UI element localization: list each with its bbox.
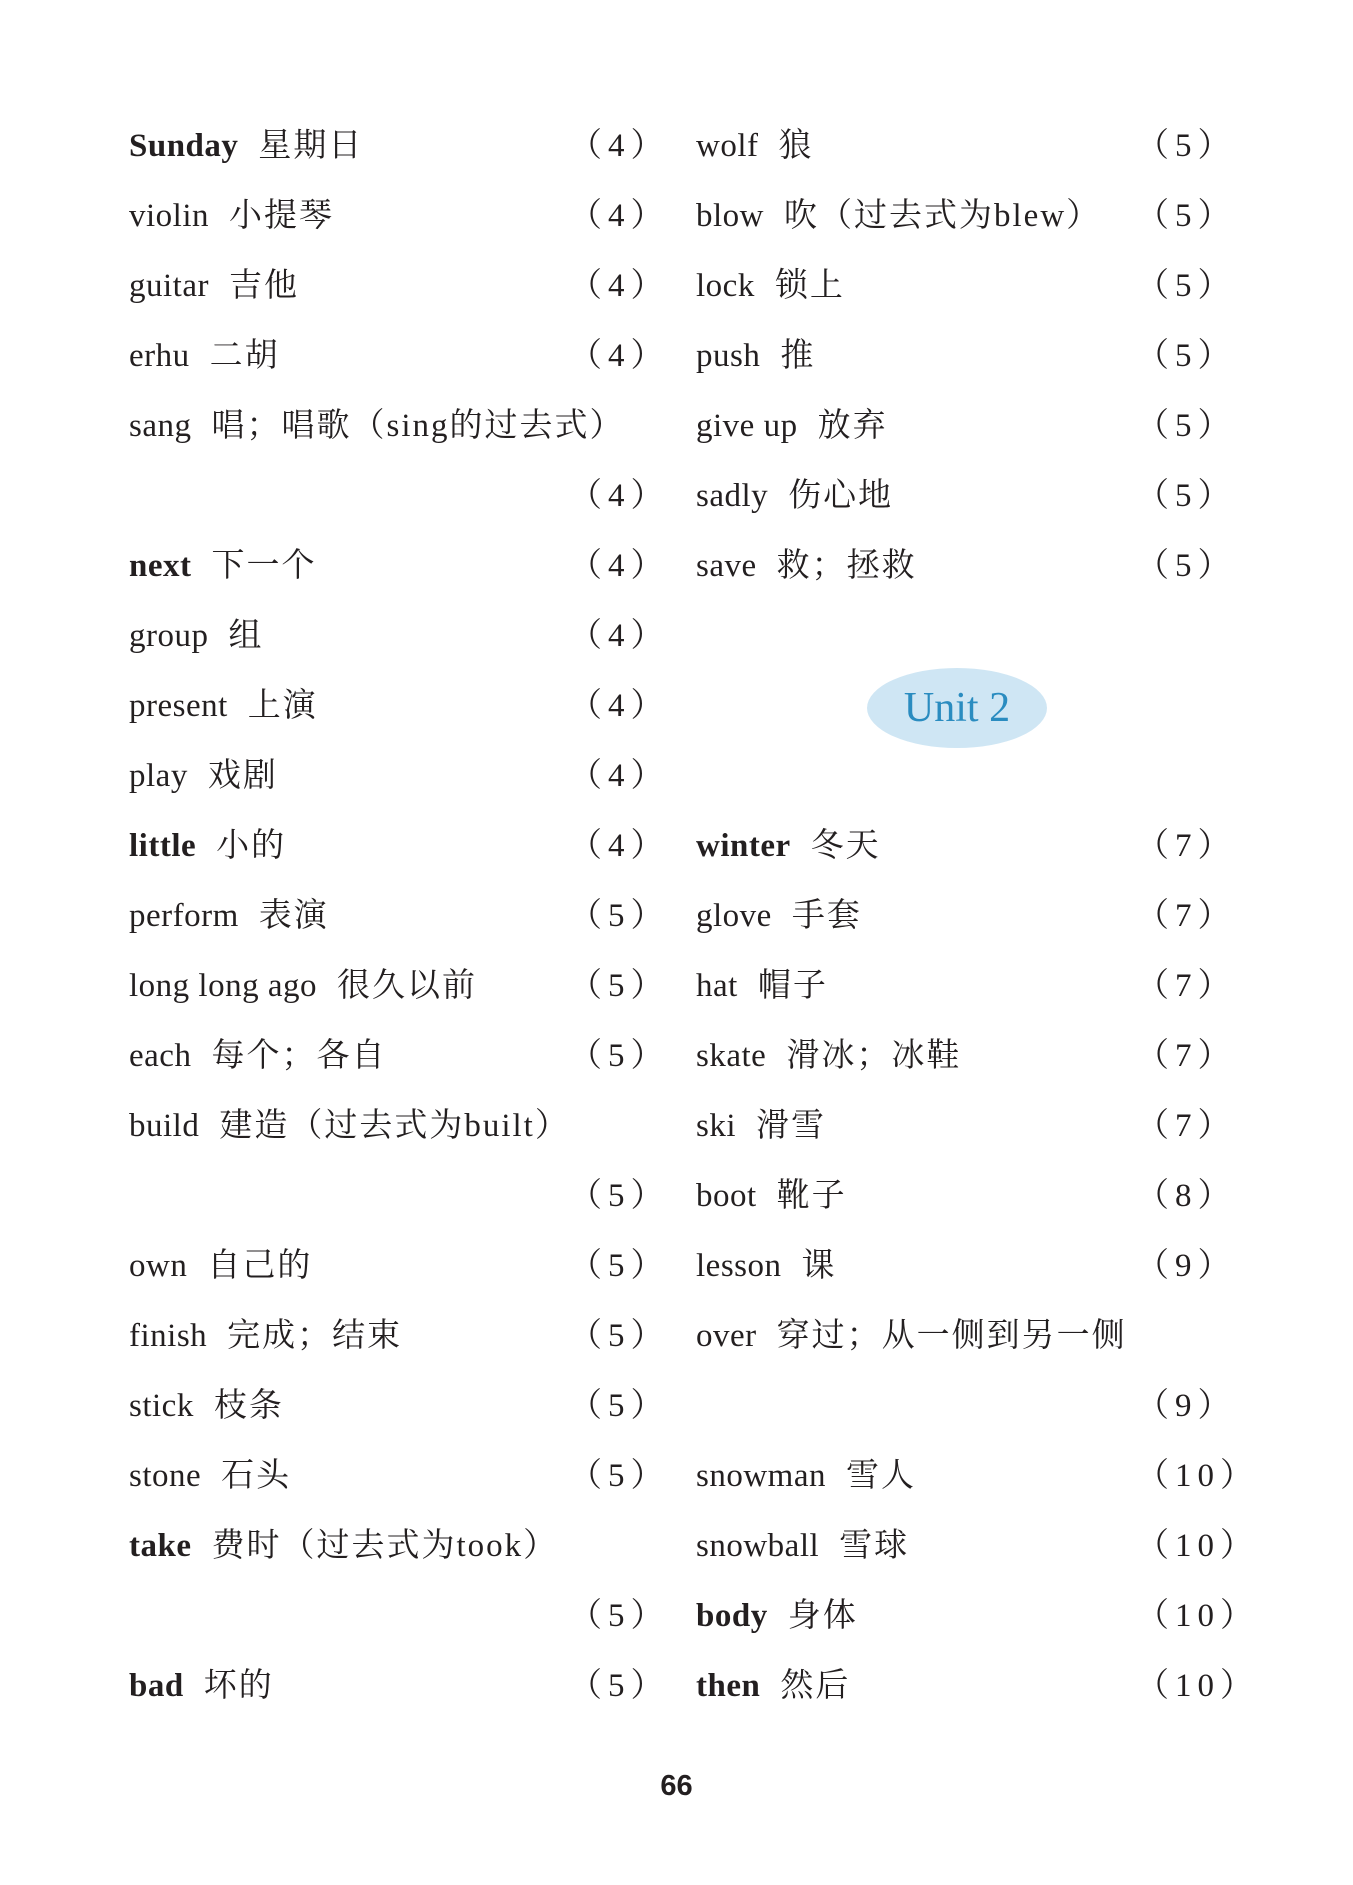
vocab-entry <box>696 181 1237 251</box>
entry-meaning: 星期日 <box>258 128 364 164</box>
vocab-entry <box>129 321 670 391</box>
vocab-entry <box>129 391 649 461</box>
entry-meaning: 自己的 <box>207 1248 313 1284</box>
vocab-entry <box>129 951 670 1021</box>
entry-meaning: 枝条 <box>213 1388 284 1424</box>
entry-page-ref: （5） <box>569 898 670 934</box>
vocab-entry <box>696 391 1237 461</box>
vocab-entry <box>696 1161 1237 1231</box>
entry-word: lesson <box>696 1248 782 1284</box>
entry-word: snowman <box>696 1458 826 1494</box>
entry-meaning: 建造（过去式为built） <box>219 1108 570 1144</box>
vocab-entry <box>696 951 1237 1021</box>
entry-word: sadly <box>696 478 769 514</box>
vocab-entry <box>696 1581 1259 1651</box>
entry-word: over <box>696 1318 757 1354</box>
entry-meaning: 伤心地 <box>788 478 894 514</box>
entry-meaning: 戏剧 <box>207 758 278 794</box>
entry-word: wolf <box>696 128 759 164</box>
vocab-entry <box>129 531 670 601</box>
entry-page-ref: （4） <box>569 688 670 724</box>
vocab-entry <box>129 1371 670 1441</box>
entry-word: ski <box>696 1108 737 1144</box>
vocab-entry <box>129 1301 670 1371</box>
entry-page-ref: （5） <box>569 1598 670 1634</box>
entry-page-ref: （7） <box>1136 968 1237 1004</box>
vocab-entry <box>696 531 1237 601</box>
entry-page-ref: （4） <box>569 268 670 304</box>
entry-page-ref: （5） <box>569 1668 670 1704</box>
entry-word: body <box>696 1598 768 1634</box>
vocab-entry <box>696 1651 1259 1721</box>
entry-meaning: 狼 <box>778 128 814 164</box>
entry-page-ref: （4） <box>569 828 670 864</box>
vocab-entry <box>129 111 670 181</box>
entry-meaning: 然后 <box>780 1668 851 1704</box>
entry-word: boot <box>696 1178 757 1214</box>
vocab-entry <box>129 1231 670 1301</box>
entry-word: next <box>129 548 192 584</box>
entry-word: erhu <box>129 338 190 374</box>
entry-page-ref: （5） <box>1136 408 1237 444</box>
page-number: 66 <box>660 1770 693 1802</box>
entry-page-ref: （5） <box>569 1458 670 1494</box>
entry-word: guitar <box>129 268 209 304</box>
entry-page-ref: （4） <box>569 198 670 234</box>
entry-page-ref: （5） <box>1136 128 1237 164</box>
entry-word: Sunday <box>129 128 239 164</box>
entry-page-ref: （4） <box>569 478 670 514</box>
vocab-entry <box>129 881 670 951</box>
unit-heading-badge: Unit 2 <box>867 668 1047 748</box>
entry-word: then <box>696 1668 761 1704</box>
entry-page-ref: （5） <box>1136 478 1237 514</box>
vocab-entry <box>696 251 1237 321</box>
vocab-entry <box>696 881 1237 951</box>
entry-page-ref: （4） <box>569 618 670 654</box>
entry-page-ref: （4） <box>569 128 670 164</box>
entry-word: perform <box>129 898 239 934</box>
entry-meaning: 滑雪 <box>756 1108 827 1144</box>
entry-page-ref: （4） <box>569 758 670 794</box>
vocab-entry <box>129 181 670 251</box>
entry-page-ref: （7） <box>1136 1038 1237 1074</box>
entry-page-ref: （5） <box>569 1388 670 1424</box>
entry-meaning: 上演 <box>247 688 318 724</box>
entry-meaning: 二胡 <box>209 338 280 374</box>
entry-meaning: 组 <box>228 618 264 654</box>
entry-word: play <box>129 758 188 794</box>
vocab-entry <box>696 811 1237 881</box>
entry-meaning: 锁上 <box>774 268 845 304</box>
vocab-entry <box>696 321 1237 391</box>
entry-word: bad <box>129 1668 184 1704</box>
vocab-entry <box>696 1091 1237 1161</box>
vocab-entry <box>129 601 670 671</box>
entry-word: sang <box>129 408 192 444</box>
entry-meaning: 坏的 <box>203 1668 274 1704</box>
vocab-entry <box>129 1651 670 1721</box>
entry-word: push <box>696 338 761 374</box>
vocab-entry <box>129 1511 649 1581</box>
entry-page-ref: （9） <box>1136 1388 1237 1424</box>
entry-page-ref: （4） <box>569 338 670 374</box>
entry-page-ref: （4） <box>569 548 670 584</box>
entry-word: violin <box>129 198 210 234</box>
entry-meaning: 救；拯救 <box>776 548 917 584</box>
entry-page-ref: （10） <box>1136 1668 1259 1704</box>
entry-word: little <box>129 828 197 864</box>
entry-word: give up <box>696 408 798 444</box>
vocab-entry <box>129 811 670 881</box>
entry-page-ref: （5） <box>1136 198 1237 234</box>
vocab-entry <box>129 1091 649 1161</box>
entry-word: stick <box>129 1388 194 1424</box>
vocab-entry <box>696 111 1237 181</box>
entry-meaning: 表演 <box>258 898 329 934</box>
vocab-entry <box>129 1021 670 1091</box>
entry-page-ref: （7） <box>1136 828 1237 864</box>
entry-meaning: 帽子 <box>757 968 828 1004</box>
entry-meaning: 完成；结束 <box>227 1318 403 1354</box>
entry-word: finish <box>129 1318 208 1354</box>
entry-meaning: 冬天 <box>810 828 881 864</box>
entry-word: skate <box>696 1038 767 1074</box>
vocab-entry <box>696 1371 1237 1441</box>
entry-meaning: 手套 <box>791 898 862 934</box>
entry-meaning: 放弃 <box>817 408 888 444</box>
entry-meaning: 下一个 <box>211 548 317 584</box>
entry-word: save <box>696 548 757 584</box>
entry-meaning: 唱；唱歌（sing的过去式） <box>211 408 625 444</box>
entry-page-ref: （9） <box>1136 1248 1237 1284</box>
entry-meaning: 课 <box>801 1248 837 1284</box>
vocab-entry <box>696 1511 1259 1581</box>
vocab-entry <box>129 1581 670 1651</box>
entry-word: stone <box>129 1458 202 1494</box>
entry-word: present <box>129 688 228 724</box>
vocab-entry <box>696 1021 1237 1091</box>
entry-page-ref: （5） <box>1136 268 1237 304</box>
entry-word: take <box>129 1528 192 1564</box>
entry-page-ref: （5） <box>1136 548 1237 584</box>
entry-word: snowball <box>696 1528 820 1564</box>
entry-word: hat <box>696 968 738 1004</box>
vocab-entry <box>696 1301 1216 1371</box>
entry-page-ref: （10） <box>1136 1598 1259 1634</box>
entry-meaning: 吉他 <box>228 268 299 304</box>
entry-page-ref: （5） <box>1136 338 1237 374</box>
entry-word: group <box>129 618 209 654</box>
entry-page-ref: （7） <box>1136 1108 1237 1144</box>
entry-word: lock <box>696 268 755 304</box>
entry-meaning: 穿过；从一侧到另一侧 <box>776 1318 1127 1354</box>
vocab-entry <box>129 251 670 321</box>
entry-meaning: 吹（过去式为blew） <box>784 198 1102 234</box>
entry-word: each <box>129 1038 192 1074</box>
entry-page-ref: （10） <box>1136 1458 1259 1494</box>
vocab-entry <box>129 1441 670 1511</box>
entry-meaning: 雪人 <box>846 1458 916 1494</box>
vocab-entry <box>696 1441 1259 1511</box>
entry-meaning: 小提琴 <box>229 198 335 234</box>
entry-meaning: 靴子 <box>776 1178 847 1214</box>
entry-word: own <box>129 1248 188 1284</box>
entry-meaning: 每个；各自 <box>211 1038 387 1074</box>
entry-page-ref: （5） <box>569 1178 670 1214</box>
entry-meaning: 很久以前 <box>336 968 477 1004</box>
entry-page-ref: （5） <box>569 1038 670 1074</box>
entry-meaning: 石头 <box>221 1458 292 1494</box>
entry-page-ref: （7） <box>1136 898 1237 934</box>
entry-page-ref: （10） <box>1136 1528 1259 1564</box>
vocab-entry <box>129 671 670 741</box>
vocab-entry <box>696 461 1237 531</box>
entry-word: blow <box>696 198 764 234</box>
entry-meaning: 滑冰；冰鞋 <box>786 1038 962 1074</box>
vocab-entry <box>129 741 670 811</box>
vocab-entry <box>129 461 670 531</box>
entry-word: long long ago <box>129 968 317 1004</box>
entry-page-ref: （8） <box>1136 1178 1237 1214</box>
entry-page-ref: （5） <box>569 1318 670 1354</box>
vocab-entry <box>696 1231 1237 1301</box>
entry-meaning: 小的 <box>216 828 287 864</box>
entry-word: winter <box>696 828 791 864</box>
entry-meaning: 雪球 <box>839 1528 910 1564</box>
entry-meaning: 费时（过去式为took） <box>211 1528 559 1564</box>
entry-word: build <box>129 1108 200 1144</box>
entry-word: glove <box>696 898 772 934</box>
entry-meaning: 推 <box>780 338 816 374</box>
entry-meaning: 身体 <box>787 1598 858 1634</box>
entry-page-ref: （5） <box>569 968 670 1004</box>
entry-page-ref: （5） <box>569 1248 670 1284</box>
vocab-entry <box>129 1161 670 1231</box>
